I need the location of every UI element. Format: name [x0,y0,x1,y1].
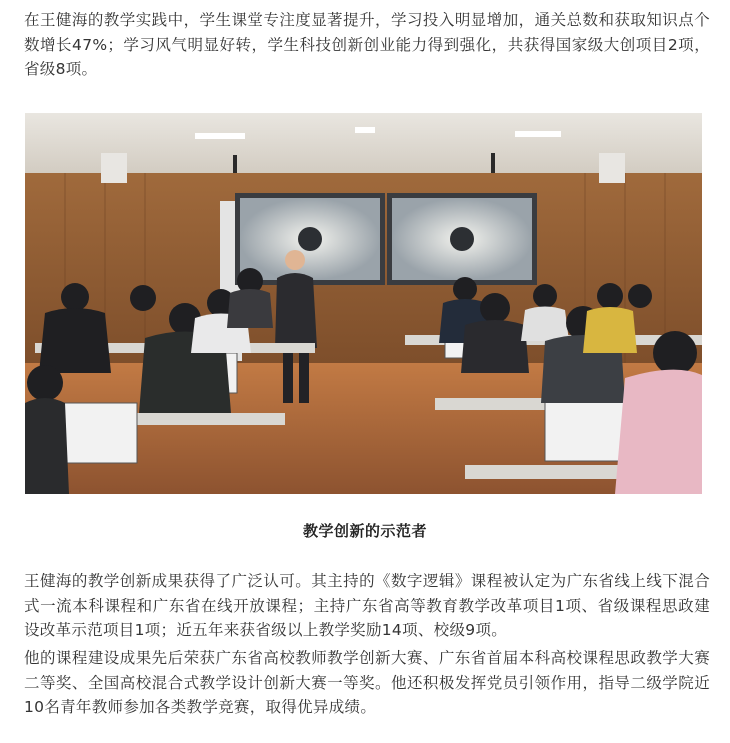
article-paragraph: 在王健海的教学实践中，学生课堂专注度显著提升，学习投入明显增加，通关总数和获取知识点个数增长47%；学习风气明显好转，学生科技创新创业能力得到强化，共获得国家级大创项目2项，省级8项。 [24,11,710,78]
article-paragraph: 他的课程建设成果先后荣获广东省高校教师教学创新大赛、广东省首届本科高校课程思政教学大赛二等奖、全国高校混合式教学设计创新大赛一等奖。他还积极发挥党员引领作用，指导二级学院近10名青年教师参加各类教学竞赛，取得优异成绩。 [24,649,710,716]
classroom-photo [25,113,702,494]
photo-caption: 教学创新的示范者 [302,522,427,540]
article-paragraph: 王健海的教学创新成果获得了广泛认可。其主持的《数字逻辑》课程被认定为广东省线上线下混合式一流本科课程和广东省在线开放课程；主持广东省高等教育教学改革项目1项、省级课程思政建设改革示范项目1项；近五年来获省级以上教学奖励14项、校级9项。 [24,572,710,639]
